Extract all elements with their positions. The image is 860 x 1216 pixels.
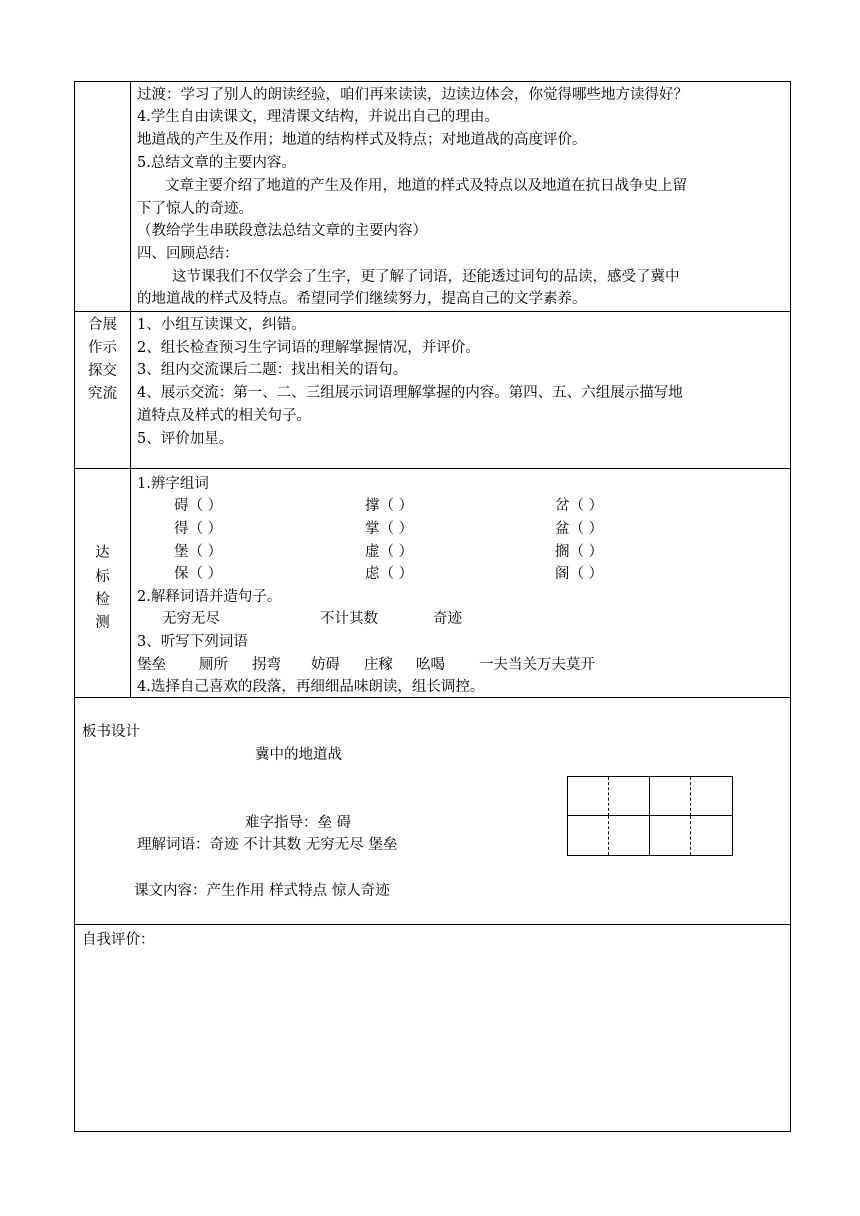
row1-line-7: 四、回顾总结： [137, 246, 239, 262]
q1-title: 1.辨字组词 [137, 476, 209, 492]
row1-line-1: 4.学生自由读课文，理清课文结构，并说出自己的理由。 [137, 109, 499, 125]
grid-cell [568, 777, 609, 816]
row2-side-label-2: 探交 [88, 363, 117, 379]
row1-line-9: 的地道战的样式及特点。希望同学们继续努力，提高自己的文学素养。 [137, 291, 587, 307]
self-eval-cell [74, 924, 791, 1132]
grid-cell [691, 777, 732, 816]
grid-cell [609, 777, 650, 816]
row2-side-label-3: 究流 [88, 386, 117, 402]
char-item: 岔（ ） [555, 498, 604, 514]
char-item: 得（ ） [174, 521, 223, 537]
q2-title: 2.解释词语并造句子。 [137, 589, 282, 605]
board-label: 板书设计 [82, 724, 140, 740]
row1-line-0: 过渡：学习了别人的朗读经验，咱们再来读读，边读边体会，你觉得哪些地方读得好？ [137, 87, 688, 103]
q3-word: 吆喝 [416, 657, 445, 673]
row2-line-2: 3、组内交流课后二题：找出相关的语句。 [137, 362, 408, 378]
char-item: 虑（ ） [365, 566, 414, 582]
char-item: 保（ ） [174, 566, 223, 582]
char-item: 搁（ ） [555, 544, 604, 560]
row1-line-6: （教给学生串联段意法总结文章的主要内容） [137, 223, 427, 239]
q3-word: 堡垒 [137, 657, 166, 673]
q3-word: 厕所 [199, 657, 228, 673]
row1-line-5: 下了惊人的奇迹。 [137, 201, 253, 217]
row3-side-label-3: 测 [95, 615, 110, 631]
board-understand-words: 理解词语：奇迹 不计其数 无穷无尽 堡垒 [137, 837, 398, 853]
board-title: 冀中的地道战 [255, 747, 342, 763]
row2-line-0: 1、小组互读课文，纠错。 [137, 317, 306, 333]
row2-line-1: 2、组长检查预习生字词语的理解掌握情况，并评价。 [137, 340, 480, 356]
q2-word: 无穷无尽 [162, 611, 220, 627]
row1-line-3: 5.总结文章的主要内容。 [137, 155, 296, 171]
writing-grid [567, 776, 733, 856]
row2-side-label-1: 作示 [88, 340, 117, 356]
char-item: 碍（ ） [174, 498, 223, 514]
q4-title: 4.选择自己喜欢的段落，再细细品味朗读，组长调控。 [137, 679, 485, 695]
q3-title: 3、听写下列词语 [137, 634, 248, 650]
char-item: 阁（ ） [555, 566, 604, 582]
row3-side-label-2: 检 [95, 592, 110, 608]
row2-line-3: 4、展示交流：第一、二、三组展示词语理解掌握的内容。第四、五、六组展示描写地 [137, 385, 683, 401]
board-difficult-chars: 难字指导：垒 碍 [245, 815, 352, 831]
self-eval-label: 自我评价： [82, 932, 155, 948]
char-item: 堡（ ） [174, 544, 223, 560]
q3-word: 庄稼 [364, 657, 393, 673]
q2-word: 不计其数 [320, 611, 378, 627]
char-item: 掌（ ） [365, 521, 414, 537]
grid-cell [650, 816, 691, 855]
grid-cell [691, 816, 732, 855]
q3-word: 拐弯 [252, 657, 281, 673]
row3-side-label-0: 达 [95, 545, 110, 561]
row1-line-8: 这节课我们不仅学会了生字，更了解了词语，还能透过词句的品读，感受了冀中 [172, 269, 680, 285]
grid-cell [650, 777, 691, 816]
q3-word: 一夫当关万夫莫开 [479, 657, 595, 673]
grid-cell [568, 816, 609, 855]
row2-side-label-0: 合展 [88, 317, 117, 333]
char-item: 盆（ ） [555, 521, 604, 537]
row2-line-4: 道特点及样式的相关句子。 [137, 408, 311, 424]
row1-line-4: 文章主要介绍了地道的产生及作用，地道的样式及特点以及地道在抗日战争史上留 [165, 178, 687, 194]
row3-side-label-1: 标 [95, 569, 110, 585]
char-item: 撑（ ） [365, 498, 414, 514]
row1-side-cell [74, 81, 131, 312]
row2-line-5: 5、评价加星。 [137, 431, 234, 447]
row3-content-cell [130, 468, 791, 698]
q2-word: 奇迹 [433, 611, 462, 627]
q3-word: 妨碍 [311, 657, 340, 673]
grid-cell [609, 816, 650, 855]
char-item: 虚（ ） [365, 544, 414, 560]
row1-line-2: 地道战的产生及作用；地道的结构样式及特点；对地道战的高度评价。 [137, 132, 587, 148]
board-content: 课文内容：产生作用 样式特点 惊人奇迹 [134, 883, 390, 899]
